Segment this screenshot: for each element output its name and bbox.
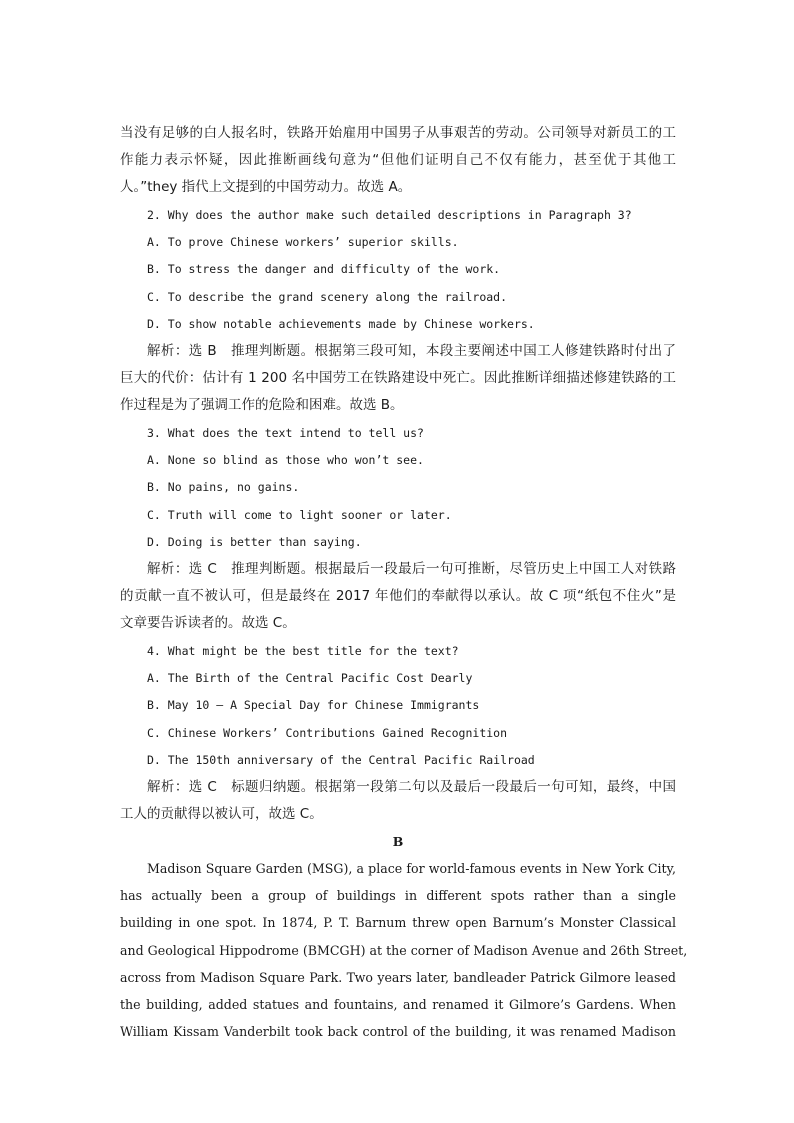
option-a: A. To prove Chinese workers’ superior skills. <box>147 235 459 249</box>
passage-line: Madison Square Garden (MSG), a place for world-famous events in New York City, <box>147 861 676 876</box>
analysis-line: 文章要告诉读者的。故选 C。 <box>120 615 296 631</box>
question-stem: 3. What does the text intend to tell us? <box>147 426 424 440</box>
analysis-line: 当没有足够的白人报名时，铁路开始雇用中国男子从事艰苦的劳动。公司领导对新员工的工 <box>120 125 676 141</box>
analysis-line: 的贡献一直不被认可，但是最终在 2017 年他们的奉献得以承认。故 C 项“纸包不住火”是 <box>120 588 676 604</box>
analysis-line: 解析：选 C 推理判断题。根据最后一段最后一句可推断，尽管历史上中国工人对铁路 <box>147 561 676 577</box>
option-a: A. None so blind as those who won’t see. <box>147 453 424 467</box>
option-a: A. The Birth of the Central Pacific Cost Dearly <box>147 671 473 685</box>
question-stem: 4. What might be the best title for the text? <box>147 644 459 658</box>
analysis-line: 工人的贡献得以被认可，故选 C。 <box>120 806 323 822</box>
option-d: D. Doing is better than saying. <box>147 535 362 549</box>
option-d: D. To show notable achievements made by Chinese workers. <box>147 317 535 331</box>
option-b: B. To stress the danger and difficulty of the work. <box>147 262 501 276</box>
option-d: D. The 150th anniversary of the Central Pacific Railroad <box>147 753 535 767</box>
question-stem: 2. Why does the author make such detailed descriptions in Paragraph 3? <box>147 208 632 222</box>
passage-line: and Geological Hippodrome (BMCGH) at the corner of Madison Avenue and 26th Street, <box>120 943 688 958</box>
analysis-line: 巨大的代价：估计有 1 200 名中国劳工在铁路建设中死亡。因此推断详细描述修建铁路的工 <box>120 370 676 386</box>
analysis-line: 人。”they 指代上文提到的中国劳动力。故选 A。 <box>120 179 412 195</box>
analysis-line: 作过程是为了强调工作的危险和困难。故选 B。 <box>120 397 404 413</box>
section-heading: B <box>392 834 404 849</box>
passage-line: William Kissam Vanderbilt took back control of the building, it was renamed Madison <box>120 1024 676 1039</box>
passage-line: the building, added statues and fountains, and renamed it Gilmore’s Gardens. When <box>120 997 676 1012</box>
passage-line: across from Madison Square Park. Two years later, bandleader Patrick Gilmore leased <box>120 970 676 985</box>
option-c: C. To describe the grand scenery along the railroad. <box>147 290 508 304</box>
option-b: B. May 10 — A Special Day for Chinese Immigrants <box>147 698 480 712</box>
option-c: C. Chinese Workers’ Contributions Gained Recognition <box>147 726 508 740</box>
option-c: C. Truth will come to light sooner or later. <box>147 508 452 522</box>
passage-line: building in one spot. In 1874, P. T. Barnum threw open Barnum’s Monster Classical <box>120 915 676 930</box>
analysis-line: 解析：选 C 标题归纳题。根据第一段第二句以及最后一段最后一句可知，最终，中国 <box>147 779 676 795</box>
analysis-line: 解析：选 B 推理判断题。根据第三段可知，本段主要阐述中国工人修建铁路时付出了 <box>147 343 676 359</box>
passage-line: has actually been a group of buildings in different spots rather than a single <box>120 888 676 903</box>
option-b: B. No pains, no gains. <box>147 480 300 494</box>
analysis-line: 作能力表示怀疑，因此推断画线句意为“但他们证明自己不仅有能力，甚至优于其他工 <box>120 152 676 168</box>
